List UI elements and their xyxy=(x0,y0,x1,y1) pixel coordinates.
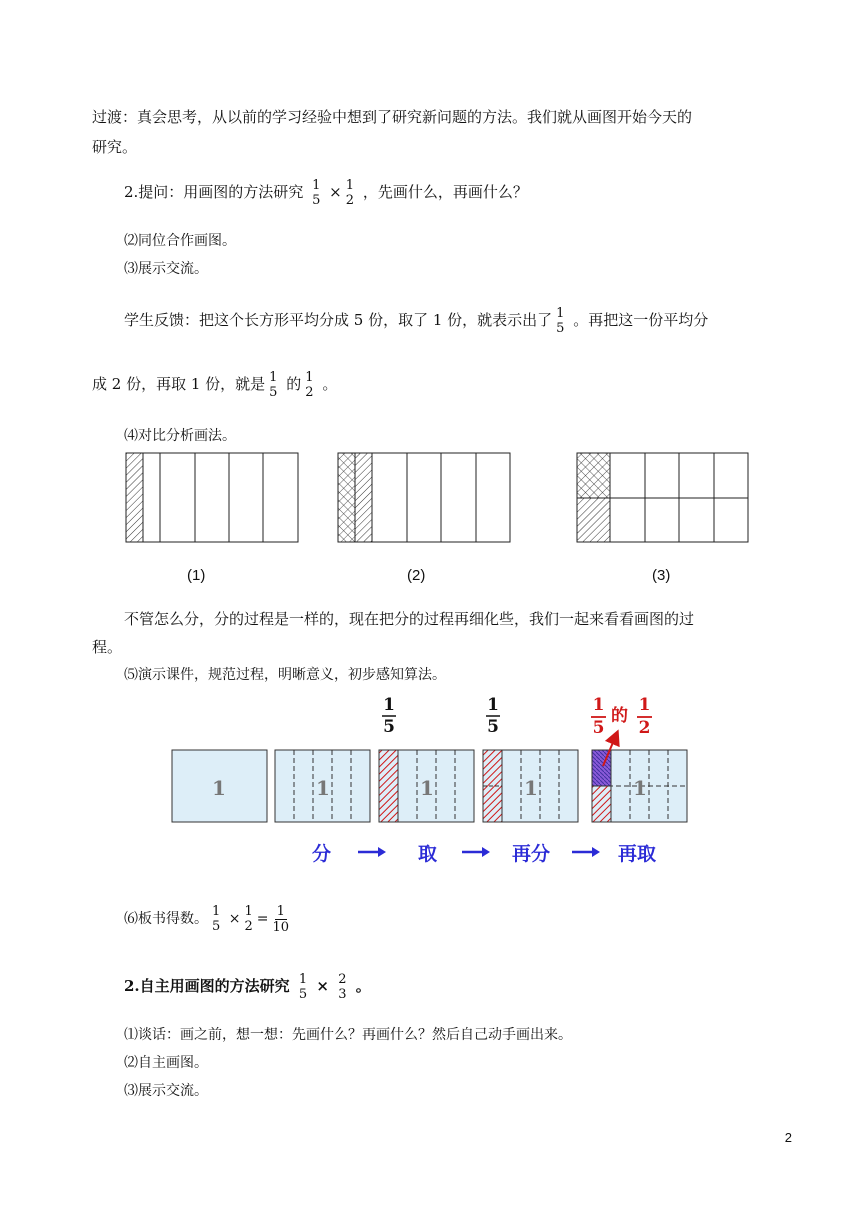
task-3: ⑶展示交流。 xyxy=(124,1083,208,1099)
fraction-2-3: 2 3 xyxy=(338,972,347,1002)
times-sign: × xyxy=(228,911,241,927)
fraction-1-5: 1 5 xyxy=(212,904,221,934)
box-2-label: 1 xyxy=(316,776,330,800)
times-sign: × xyxy=(316,977,329,995)
task-2: ⑵自主画图。 xyxy=(124,1055,208,1071)
fraction-1-5: 1 5 xyxy=(298,972,308,1002)
feedback-end: 。 xyxy=(322,375,338,393)
question-2 xyxy=(124,172,528,212)
section-2-heading xyxy=(124,964,371,1008)
feedback-de: 的 xyxy=(286,375,302,393)
feedback-text-end: 。再把这一份平均分 xyxy=(573,311,709,329)
step-5: ⑸演示课件，规范过程，明晰意义，初步感知算法。 xyxy=(124,667,446,683)
figure-3 xyxy=(577,453,748,542)
section-2-text: 2.自主用画图的方法研究 xyxy=(124,977,290,995)
step-2: ⑵同位合作画图。 xyxy=(124,233,236,249)
fraction-1-2: 1 2 xyxy=(244,904,253,934)
equals-sign: = xyxy=(256,911,269,927)
step-4: ⑷对比分析画法。 xyxy=(124,428,236,444)
step-6 xyxy=(124,897,293,941)
feedback-line-1 xyxy=(124,298,708,342)
box-1-label: 1 xyxy=(212,776,226,800)
paragraph-transition-cont: 研究。 xyxy=(92,138,138,156)
step-6-text: ⑹板书得数。 xyxy=(124,911,208,927)
step-arrows xyxy=(358,847,600,857)
paragraph-detail-cont: 程。 xyxy=(92,638,123,656)
task-1: ⑴谈话：画之前，想一想：先画什么？再画什么？然后自己动手画出来。 xyxy=(124,1027,572,1043)
step-label-divide: 分 xyxy=(312,843,332,865)
box-4-label: 1 xyxy=(524,776,538,800)
fraction-1-5: 1 5 xyxy=(556,306,565,336)
fraction-1-2: 1 2 xyxy=(345,178,355,208)
step-label-divide-again: 再分 xyxy=(512,843,551,865)
red-fraction-d1: 5 xyxy=(592,718,605,738)
caption-3: (3) xyxy=(652,567,671,584)
question-2-text: 2.提问：用画图的方法研究 xyxy=(124,183,304,201)
feedback-text: 学生反馈：把这个长方形平均分成 5 份，取了 1 份，就表示出了 xyxy=(124,311,553,329)
red-de: 的 xyxy=(611,706,628,726)
figure-2 xyxy=(338,453,510,542)
fraction-1-5: 1 5 xyxy=(312,178,321,208)
top-fraction-denominator-2: 5 xyxy=(487,717,499,737)
section-2-end: 。 xyxy=(355,977,371,995)
feedback-line-2 xyxy=(92,362,337,406)
step-3: ⑶展示交流。 xyxy=(124,261,208,277)
red-fraction-n2: 1 xyxy=(638,695,651,715)
red-fraction-d2: 2 xyxy=(638,718,651,738)
question-2-tail: ，先画什么，再画什么？ xyxy=(362,183,528,201)
page-number: 2 xyxy=(784,1130,792,1145)
paragraph-transition: 过渡：真会思考，从以前的学习经验中想到了研究新问题的方法。我们就从画图开始今天的 xyxy=(92,108,693,126)
step-label-take-again: 再取 xyxy=(618,843,657,865)
fraction-1-10: $\frac{1}{10}$ xyxy=(272,903,290,935)
fraction-1-5: 1 5 xyxy=(269,370,278,400)
figure-1 xyxy=(126,453,298,542)
feedback-text-2: 成 2 份，再取 1 份，就是 xyxy=(92,375,266,393)
top-fraction-numerator-2: 1 xyxy=(487,695,499,715)
times-sign: × xyxy=(329,183,342,201)
box-3-label: 1 xyxy=(420,776,434,800)
caption-2: (2) xyxy=(407,567,426,584)
fraction-1-2: 1 2 xyxy=(305,370,314,400)
paragraph-detail: 不管怎么分，分的过程是一样的，现在把分的过程再细化些，我们一起来看看画图的过 xyxy=(124,610,695,628)
top-fraction-denominator-1: 5 xyxy=(383,717,395,737)
red-fraction-n1: 1 xyxy=(592,695,605,715)
step-label-take: 取 xyxy=(418,843,438,865)
top-fraction-numerator-1: 1 xyxy=(383,695,395,715)
box-5-label: 1 xyxy=(633,776,647,800)
caption-1: (1) xyxy=(187,567,206,584)
